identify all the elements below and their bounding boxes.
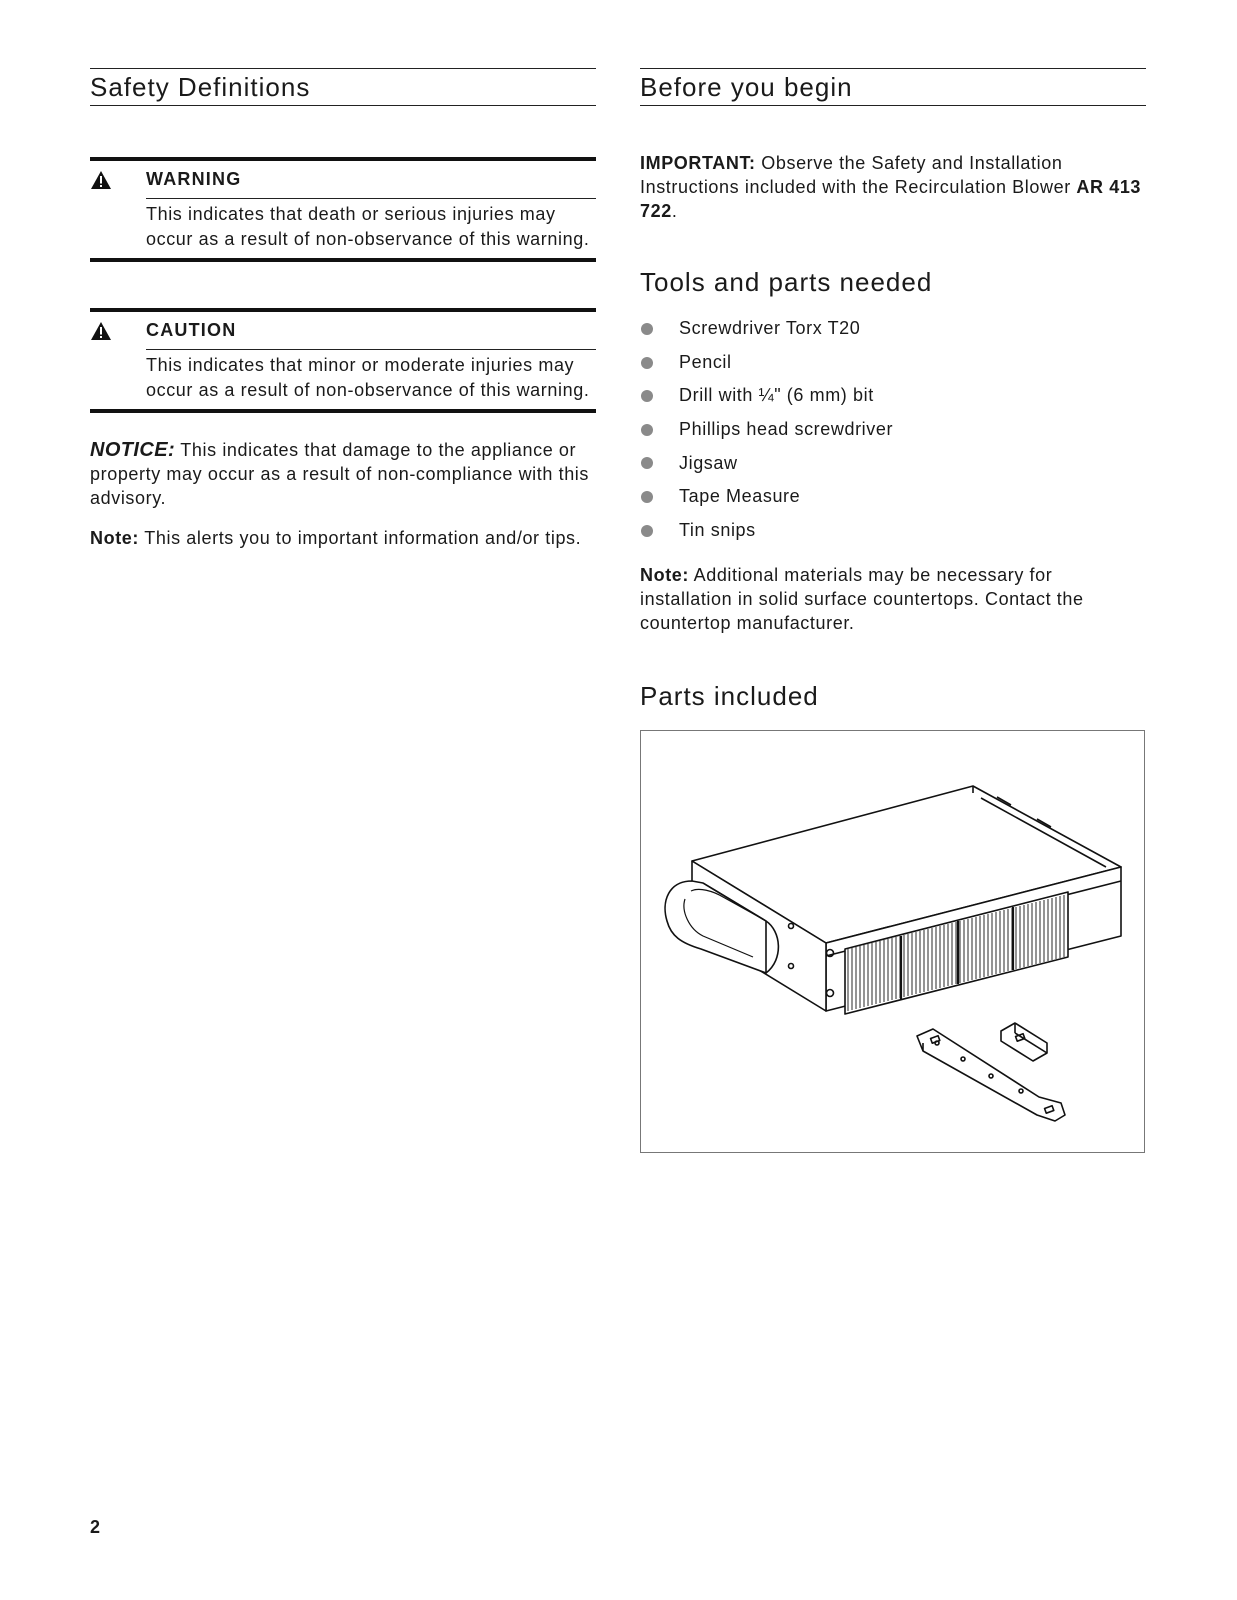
- list-item: [640, 514, 1146, 548]
- note-text: Additional materials may be necessary for installation in solid surface countertops. Contact the countertop manufacturer.: [640, 565, 1084, 634]
- important-end: .: [671, 201, 678, 221]
- bullet-dot-icon: [641, 525, 653, 537]
- list-item: [640, 312, 1146, 346]
- notice-paragraph: [90, 438, 596, 510]
- safety-definitions-column: [90, 68, 596, 550]
- caution-title: CAUTION: [146, 320, 237, 340]
- important-text: Observe the Safety and Installation Instructions included with the Recirculation Blower: [640, 153, 1077, 197]
- list-item: [640, 346, 1146, 380]
- important-paragraph: [640, 151, 1146, 223]
- list-item: [640, 413, 1146, 447]
- parts-illustration: [640, 730, 1145, 1153]
- safety-definitions-heading: Safety Definitions: [90, 68, 596, 106]
- tool-label: Pencil: [679, 351, 732, 372]
- note-label: Note:: [640, 565, 689, 586]
- notice-text: This indicates that damage to the appliance or property may occur as a result of non-compliance with this advisory.: [90, 440, 590, 508]
- tool-label: Phillips head screwdriver: [679, 419, 894, 440]
- list-item: [640, 480, 1146, 514]
- warning-triangle-icon: [90, 170, 112, 190]
- important-label: IMPORTANT:: [640, 153, 756, 173]
- warning-triangle-icon: [90, 321, 112, 341]
- caution-text: This indicates that minor or moderate injuries may occur as a result of non-observance of this warning.: [146, 355, 590, 400]
- note-text: This alerts you to important information and/or tips.: [139, 528, 582, 548]
- tools-heading: Tools and parts needed: [640, 267, 933, 297]
- blower-and-brackets-illustration: [641, 731, 1144, 1152]
- model-number: AR 413 722: [640, 177, 1142, 221]
- tool-label: Drill with ¼" (6 mm) bit: [679, 385, 874, 406]
- warning-text: This indicates that death or serious injuries may occur as a result of non-observance of this warning.: [146, 204, 590, 249]
- bullet-dot-icon: [641, 424, 653, 436]
- before-you-begin-heading: Before you begin: [640, 68, 1146, 106]
- bullet-dot-icon: [641, 457, 653, 469]
- page-number: 2: [90, 1517, 101, 1537]
- bullet-dot-icon: [641, 491, 653, 503]
- list-item: [640, 446, 1146, 480]
- tool-label: Tin snips: [679, 519, 756, 540]
- before-you-begin-column: [640, 68, 1146, 1153]
- list-item: [640, 379, 1146, 413]
- parts-included-heading: Parts included: [640, 681, 819, 712]
- additional-materials-note: [640, 563, 1146, 635]
- caution-box: [90, 308, 596, 413]
- tool-label: Tape Measure: [679, 486, 801, 507]
- tool-label: Screwdriver Torx T20: [679, 318, 861, 339]
- tools-list: [640, 312, 1146, 547]
- bullet-dot-icon: [641, 357, 653, 369]
- tool-label: Jigsaw: [679, 452, 738, 473]
- warning-title: WARNING: [146, 169, 242, 189]
- note-label: Note:: [90, 528, 139, 548]
- bullet-dot-icon: [641, 390, 653, 402]
- warning-box: [90, 157, 596, 262]
- bullet-dot-icon: [641, 323, 653, 335]
- note-paragraph: [90, 526, 596, 550]
- notice-label: NOTICE:: [90, 439, 176, 461]
